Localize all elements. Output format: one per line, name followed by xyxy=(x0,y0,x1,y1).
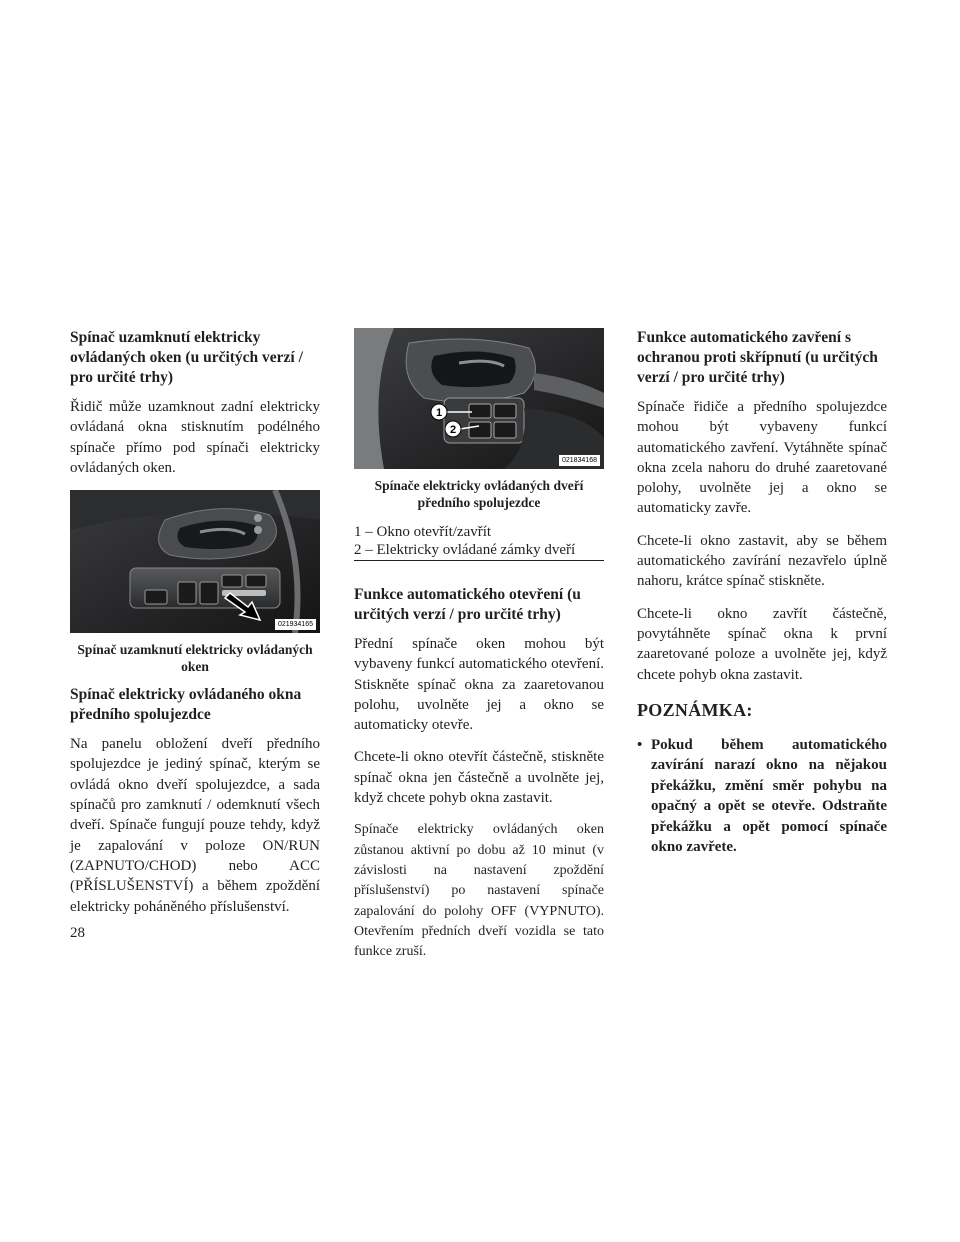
column-middle xyxy=(354,328,604,974)
note-text: Pokud během automatického zavírání narazí okno na nějakou překážku, změní směr pohybu na opačný a opět se otevře. Odstraňte překážku a opět pomocí spínače okno zavřete. xyxy=(651,736,887,856)
legend-item-2: 2 – Elektricky ovládané zámky dveří xyxy=(354,542,576,558)
bullet-mark: • xyxy=(637,736,643,753)
note-title: POZNÁMKA: xyxy=(637,699,753,720)
heading-passenger-window-switch: Spínač elektricky ovládaného okna předního spolujezdce xyxy=(70,686,302,724)
heading-auto-down: Funkce automatického otevření (u určitých verzí / pro určité trhy) xyxy=(354,586,581,623)
figure-code-label: 021934165 xyxy=(275,619,316,630)
heading-window-lock-switch: Spínač uzamknutí elektricky ovládaných oken (u určitých verzí / pro určité trhy) xyxy=(70,329,303,386)
passenger-door-illustration xyxy=(354,328,604,469)
door-panel-illustration xyxy=(70,490,320,633)
figure-window-lock-switch xyxy=(70,490,320,633)
figure-caption: Spínače elektricky ovládaných dveří předního spolujezdce xyxy=(374,478,584,510)
legend-item-1: 1 – Okno otevřít/zavřít xyxy=(354,524,492,540)
page-number: 28 xyxy=(70,925,85,941)
paragraph-accessory-delay: Spínače elektricky ovládaných oken zůstanou aktivní po dobu až 10 minut (v závislosti na nastavení zpoždění příslušenství) po nastavení spínače zapalování do polohy OFF (VYPNUTO). Otevřením předních dveří vozidla se tato funkce zruší. xyxy=(354,822,604,960)
figure-passenger-door-switches xyxy=(354,328,604,469)
column-left xyxy=(70,328,320,929)
callout-1: 1 xyxy=(435,407,443,419)
paragraph-partial-close: Chcete-li okno zavřít částečně, povytáhněte spínač okna k první zaaretované poloze a uvolněte jej, když chcete pohyb okna zastavit. xyxy=(637,605,887,683)
note-bullet xyxy=(637,735,887,858)
figure-legend xyxy=(354,523,604,561)
figure-caption: Spínač uzamknutí elektricky ovládaných oken xyxy=(77,642,313,675)
paragraph-window-lock: Řidič může uzamknout zadní elektricky ovládaná okna stisknutím podélného spínače přímo pod spínači elektricky ovládaných oken. xyxy=(70,399,320,476)
column-right xyxy=(637,328,887,858)
paragraph-stop-window: Chcete-li okno zastavit, aby se během automatického zavírání nezavřelo úplně nahoru, krátce spínač stiskněte. xyxy=(637,532,887,590)
paragraph-passenger-window: Na panelu obložení dveří předního spolujezdce je jediný spínač, kterým se ovládá okno dveří spolujezdce, a sada spínačů pro zamknutí / odemknutí všech dveří. Spínače fungují pouze tehdy, když je zapalování v poloze ON/RUN (ZAPNUTO/CHOD) nebo ACC (PŘÍSLUŠENSTVÍ) a během zpoždění elektricky poháněného příslušenství. xyxy=(70,736,320,915)
callout-2: 2 xyxy=(449,424,457,436)
heading-auto-up: Funkce automatického zavření s ochranou proti skřípnutí (u určitých verzí / pro určité trhy) xyxy=(637,329,878,386)
paragraph-partial-open: Chcete-li okno otevřít částečně, stiskněte spínač okna jen částečně a uvolněte jej, když chcete pohyb okna zastavit. xyxy=(354,749,604,807)
figure-code-label: 021834168 xyxy=(559,455,600,466)
paragraph-auto-down: Přední spínače oken mohou být vybaveny funkcí automatického otevření. Stiskněte spínač okna za zaaretovanou polohu, uvolněte jej a okno se automaticky otevře. xyxy=(354,636,604,734)
paragraph-auto-up: Spínače řidiče a předního spolujezdce mohou být vybaveny funkcí automatického zavření. Vytáhněte spínač okna zcela nahoru do druhé zaaretované polohy, uvolněte jej a okno se automaticky zavře. xyxy=(637,399,887,517)
